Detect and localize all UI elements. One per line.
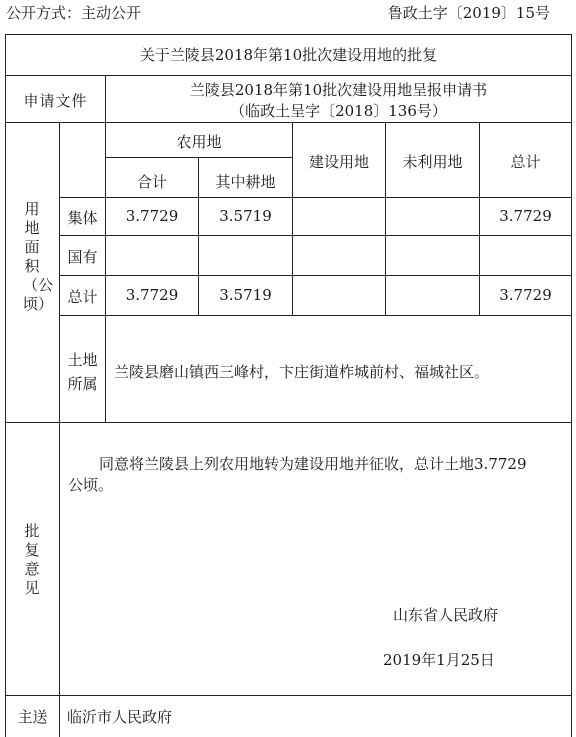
cell-total: 3.7729	[499, 207, 552, 225]
header-subtotal: 合计	[136, 173, 167, 191]
disclosure-method: 公开方式：主动公开	[6, 4, 142, 22]
document-number: 鲁政土字〔2019〕15号	[387, 4, 550, 22]
approval-text-line-2: 公顷。	[68, 476, 114, 494]
row-label-collective: 集体	[67, 209, 98, 227]
ownership-label-line-1: 土地	[67, 351, 98, 369]
cell-cultivated: 3.5719	[219, 286, 272, 304]
header-farmland: 农用地	[176, 133, 222, 151]
application-line-2: （临政土呈字〔2018〕136号）	[230, 102, 447, 120]
approval-text-line-1: 同意将兰陵县上列农用地转为建设用地并征收，总计土地3.7729	[99, 455, 527, 473]
ownership-value: 兰陵县磨山镇西三峰村，卞庄街道柞城前村、福城社区。	[114, 363, 490, 381]
application-line-1: 兰陵县2018年第10批次建设用地呈报申请书	[189, 81, 488, 99]
row-label-total: 总计	[67, 288, 98, 306]
header-total: 总计	[510, 153, 541, 171]
recipient-value: 临沂市人民政府	[67, 708, 173, 726]
approval-date: 2019年1月25日	[383, 651, 495, 669]
ownership-label-line-2: 所属	[67, 375, 98, 393]
approval-side-label: 批复意见	[24, 522, 40, 597]
cell-total: 3.7729	[499, 286, 552, 304]
row-label-state-owned: 国有	[67, 248, 98, 266]
land-area-side-label: 用地面积（公顷）	[23, 200, 54, 313]
approval-signer: 山东省人民政府	[393, 606, 499, 624]
recipient-label: 主送	[17, 708, 48, 726]
cell-cultivated: 3.5719	[219, 207, 272, 225]
cell-subtotal: 3.7729	[125, 286, 179, 304]
header-unused: 未利用地	[402, 153, 463, 171]
header-construction: 建设用地	[308, 153, 369, 171]
application-label: 申请文件	[23, 92, 88, 110]
cell-subtotal: 3.7729	[125, 207, 179, 225]
header-cultivated: 其中耕地	[215, 173, 276, 191]
reply-title: 关于兰陵县2018年第10批次建设用地的批复	[139, 46, 438, 64]
